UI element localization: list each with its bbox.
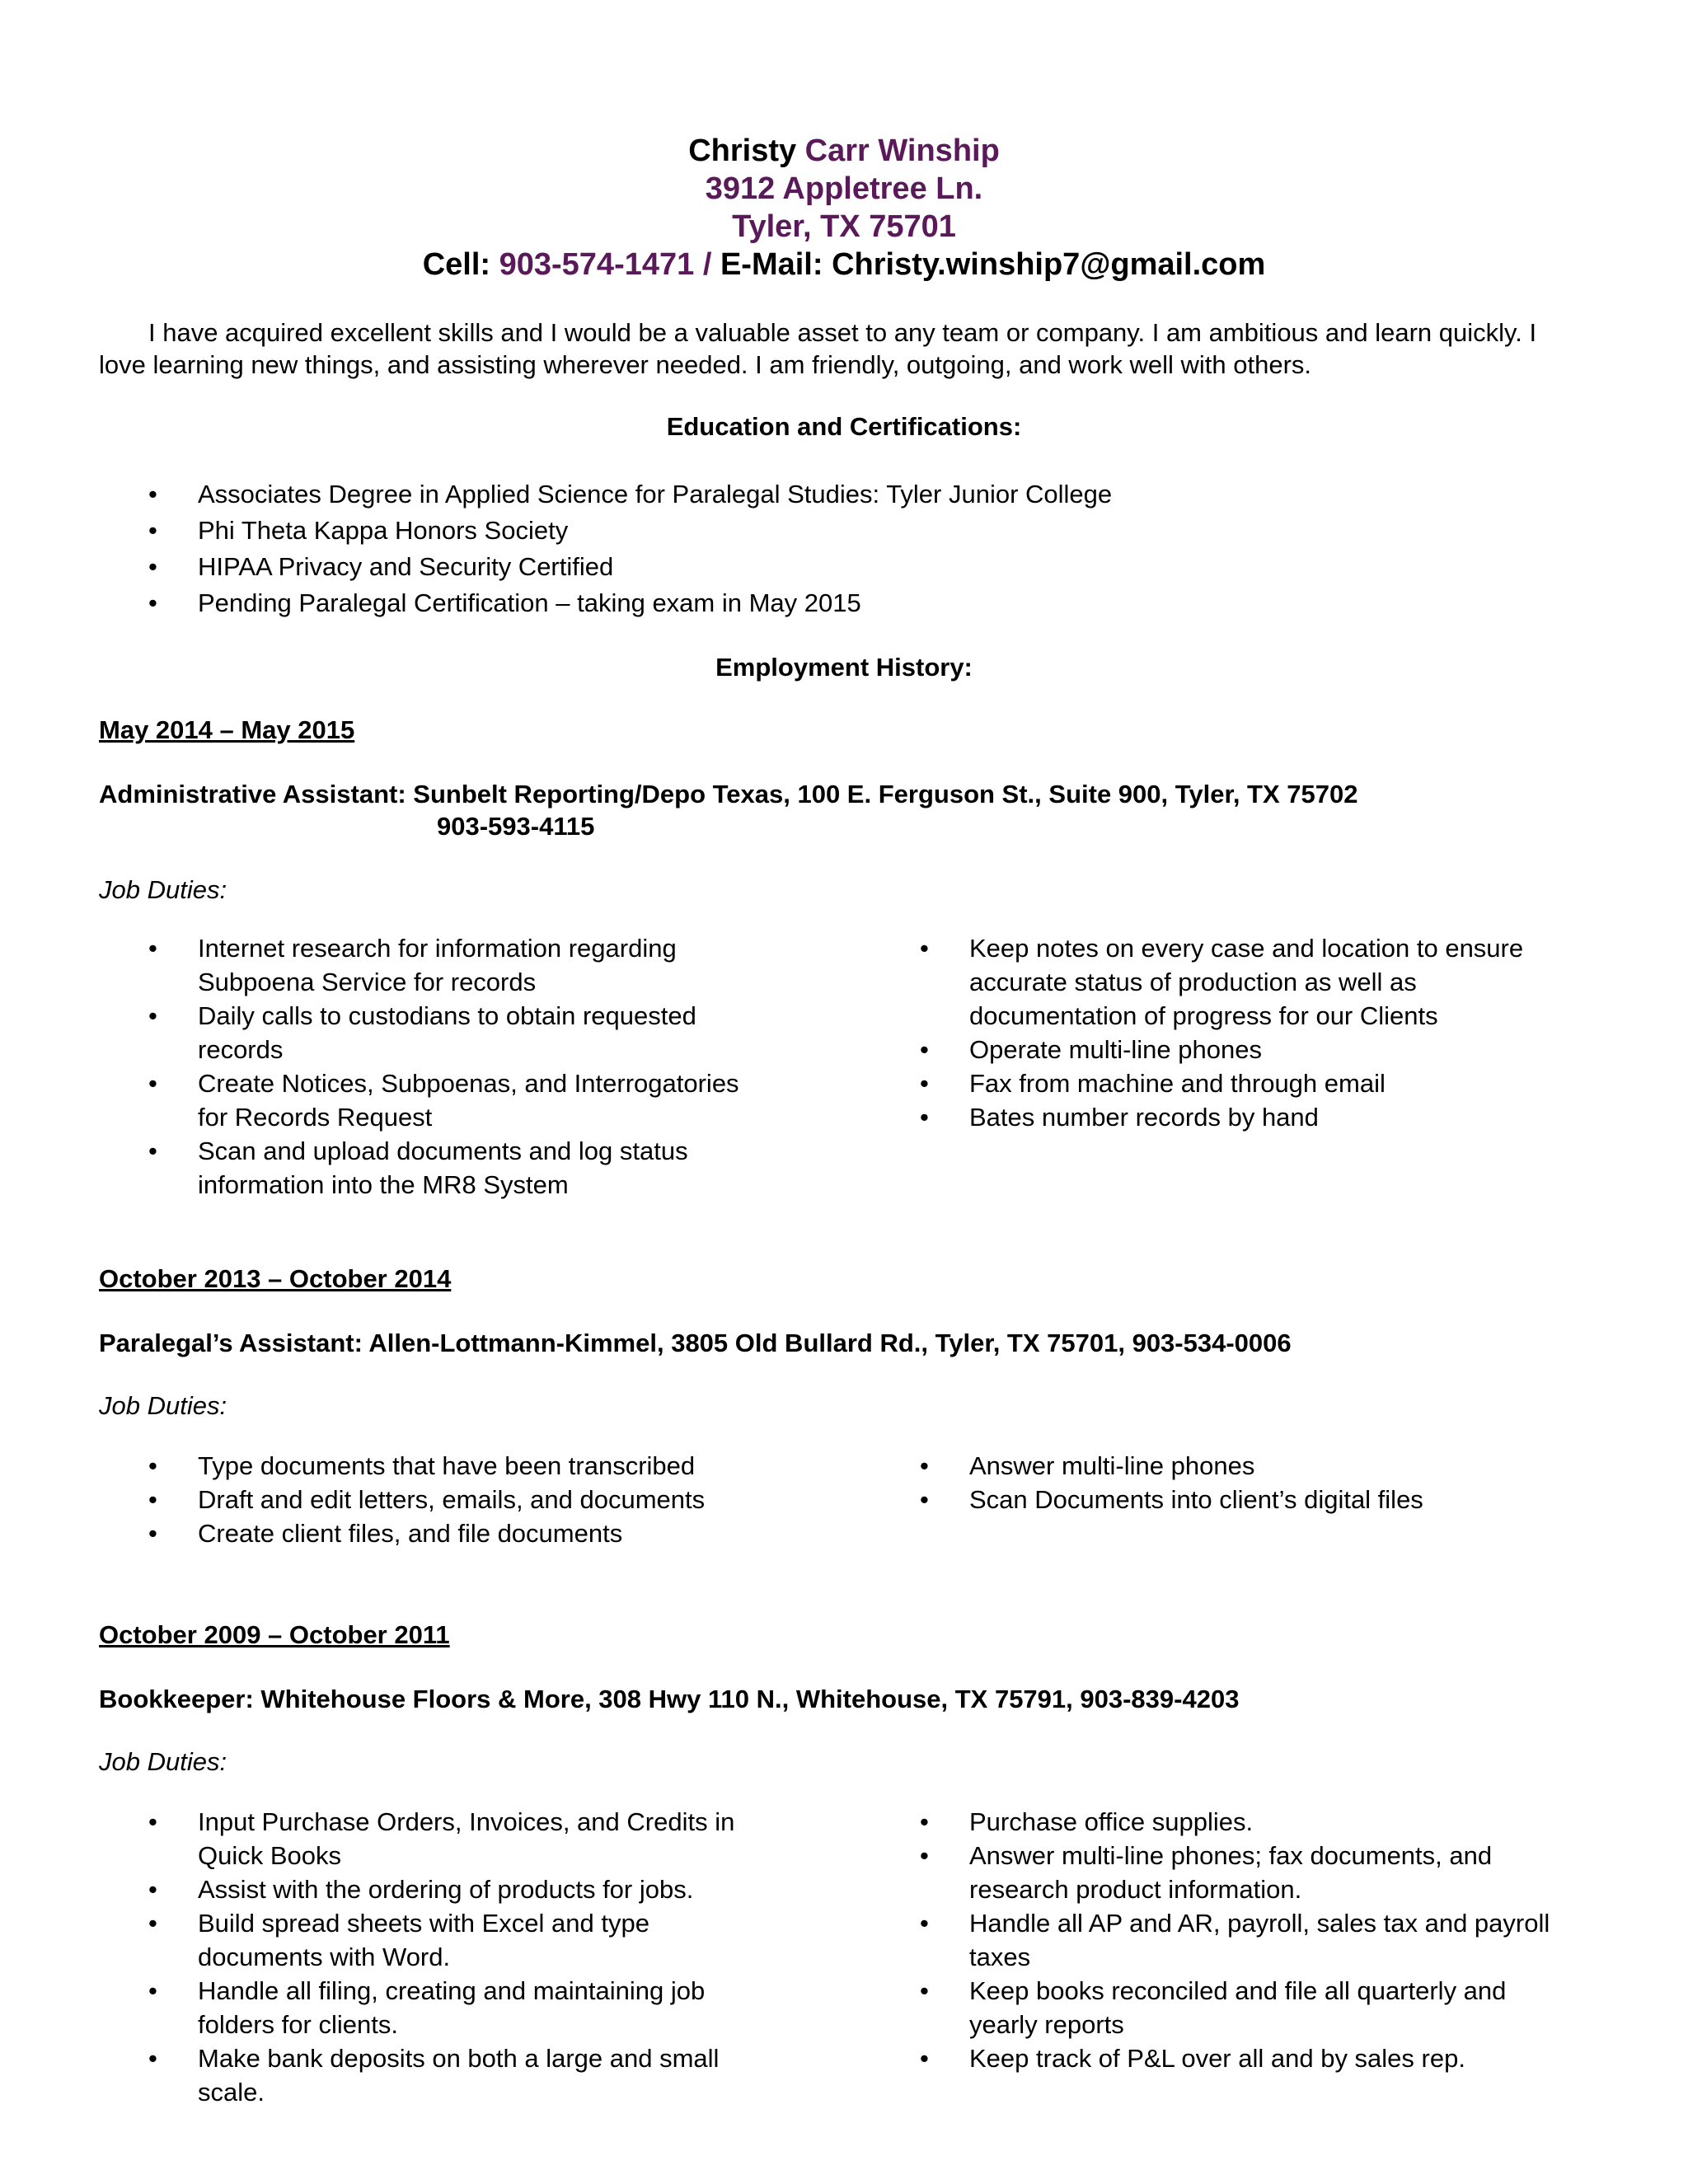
- job-duties-left: [148, 931, 775, 1202]
- list-item: • Handle all AP and AR, payroll, sales tax and payroll taxes: [920, 1906, 1563, 1974]
- list-item: • Daily calls to custodians to obtain requested records: [148, 999, 775, 1066]
- list-item: • Create Notices, Subpoenas, and Interrogatories for Records Request: [148, 1066, 775, 1134]
- list-item: • Associates Degree in Applied Science for Paralegal Studies: Tyler Junior College: [148, 476, 1385, 513]
- first-name: Christy: [688, 134, 797, 168]
- education-list: [148, 476, 1385, 621]
- bullet-icon: •: [148, 1485, 157, 1514]
- name-line: [0, 132, 1688, 170]
- bullet-icon: •: [148, 1451, 157, 1480]
- job-title: Administrative Assistant: Sunbelt Reporting/Depo Texas, 100 E. Ferguson St., Suite 900, Tyler, TX 75702 903-593-4115: [99, 778, 1582, 842]
- employment-heading: Employment History:: [715, 653, 973, 682]
- job-duties-left: [148, 1449, 775, 1550]
- list-item: • Operate multi-line phones: [920, 1033, 1563, 1066]
- bullet-icon: •: [148, 1519, 157, 1548]
- list-item: • Pending Paralegal Certification – taking exam in May 2015: [148, 585, 1385, 621]
- bullet-icon: •: [920, 1035, 929, 1064]
- list-item: • Scan and upload documents and log status information into the MR8 System: [148, 1134, 775, 1202]
- list-item: • Draft and edit letters, emails, and documents: [148, 1483, 775, 1516]
- city-state-zip: Tyler, TX 75701: [732, 209, 956, 244]
- list-item: • Answer multi-line phones: [920, 1449, 1563, 1483]
- bullet-icon: •: [920, 1841, 929, 1870]
- bullet-icon: •: [920, 1909, 929, 1938]
- resume-header: [0, 132, 1688, 284]
- bullet-icon: •: [148, 552, 157, 581]
- list-item: • Keep notes on every case and location to ensure accurate status of production as well as documentation of progress for our Clients: [920, 931, 1563, 1033]
- list-item: • Bates number records by hand: [920, 1100, 1563, 1134]
- education-heading: Education and Certifications:: [666, 412, 1022, 441]
- bullet-icon: •: [148, 1976, 157, 2005]
- list-item: • Keep books reconciled and file all quarterly and yearly reports: [920, 1974, 1563, 2041]
- bullet-icon: •: [920, 1976, 929, 2005]
- bullet-icon: •: [920, 1807, 929, 1836]
- email-address: Christy.winship7@gmail.com: [832, 247, 1266, 282]
- email-label: E-Mail:: [720, 247, 823, 282]
- list-item: • Make bank deposits on both a large and small scale.: [148, 2041, 775, 2109]
- list-item: • Phi Theta Kappa Honors Society: [148, 513, 1385, 549]
- job-duties-label: Job Duties:: [99, 1747, 227, 1776]
- job-phone: 903-593-4115: [437, 812, 595, 841]
- bullet-icon: •: [920, 1485, 929, 1514]
- bullet-icon: •: [920, 934, 929, 963]
- bullet-icon: •: [148, 1807, 157, 1836]
- job-title: Paralegal’s Assistant: Allen-Lottmann-Kimmel, 3805 Old Bullard Rd., Tyler, TX 75701, 903-534-0006: [99, 1329, 1292, 1357]
- bullet-icon: •: [148, 1069, 157, 1098]
- last-name: Carr Winship: [804, 134, 1000, 168]
- job-duties-right: [920, 1805, 1563, 2075]
- bullet-icon: •: [920, 1103, 929, 1132]
- bullet-icon: •: [148, 1137, 157, 1165]
- bullet-icon: •: [920, 2044, 929, 2073]
- bullet-icon: •: [148, 480, 157, 509]
- list-item: • Type documents that have been transcribed: [148, 1449, 775, 1483]
- intro-paragraph: I have acquired excellent skills and I would be a valuable asset to any team or company. I am ambitious and learn quickly. I love learning new things, and assisting wherever needed. I am friendly, outgoing, and work well with others.: [99, 318, 1537, 379]
- job-duties-label: Job Duties:: [99, 1391, 227, 1420]
- bullet-icon: •: [920, 1069, 929, 1098]
- bullet-icon: •: [148, 1001, 157, 1030]
- list-item: • Create client files, and file documents: [148, 1516, 775, 1550]
- list-item: • HIPAA Privacy and Security Certified: [148, 549, 1385, 585]
- list-item: • Fax from machine and through email: [920, 1066, 1563, 1100]
- list-item: • Build spread sheets with Excel and type documents with Word.: [148, 1906, 775, 1974]
- list-item: • Assist with the ordering of products for jobs.: [148, 1872, 775, 1906]
- list-item: • Purchase office supplies.: [920, 1805, 1563, 1839]
- job-dates: October 2013 – October 2014: [99, 1264, 452, 1293]
- contact-line: [0, 246, 1688, 284]
- contact-separator: /: [702, 247, 712, 282]
- job-duties-left: [148, 1805, 775, 2109]
- bullet-icon: •: [148, 588, 157, 617]
- bullet-icon: •: [148, 1909, 157, 1938]
- list-item: • Answer multi-line phones; fax documents, and research product information.: [920, 1839, 1563, 1906]
- bullet-icon: •: [148, 516, 157, 545]
- job-duties-right: [920, 931, 1563, 1134]
- bullet-icon: •: [148, 1875, 157, 1904]
- bullet-icon: •: [148, 2044, 157, 2073]
- list-item: • Scan Documents into client’s digital files: [920, 1483, 1563, 1516]
- job-duties-right: [920, 1449, 1563, 1516]
- list-item: • Handle all filing, creating and maintaining job folders for clients.: [148, 1974, 775, 2041]
- street-address: 3912 Appletree Ln.: [705, 171, 983, 206]
- list-item: • Input Purchase Orders, Invoices, and Credits in Quick Books: [148, 1805, 775, 1872]
- job-dates: May 2014 – May 2015: [99, 715, 355, 744]
- cell-number: 903-574-1471: [499, 247, 695, 282]
- list-item: • Internet research for information regarding Subpoena Service for records: [148, 931, 775, 999]
- cell-label: Cell:: [422, 247, 491, 282]
- job-title: Bookkeeper: Whitehouse Floors & More, 308 Hwy 110 N., Whitehouse, TX 75791, 903-839-4203: [99, 1685, 1240, 1713]
- bullet-icon: •: [148, 934, 157, 963]
- bullet-icon: •: [920, 1451, 929, 1480]
- job-dates: October 2009 – October 2011: [99, 1620, 450, 1649]
- list-item: • Keep track of P&L over all and by sales rep.: [920, 2041, 1563, 2075]
- job-duties-label: Job Duties:: [99, 875, 227, 904]
